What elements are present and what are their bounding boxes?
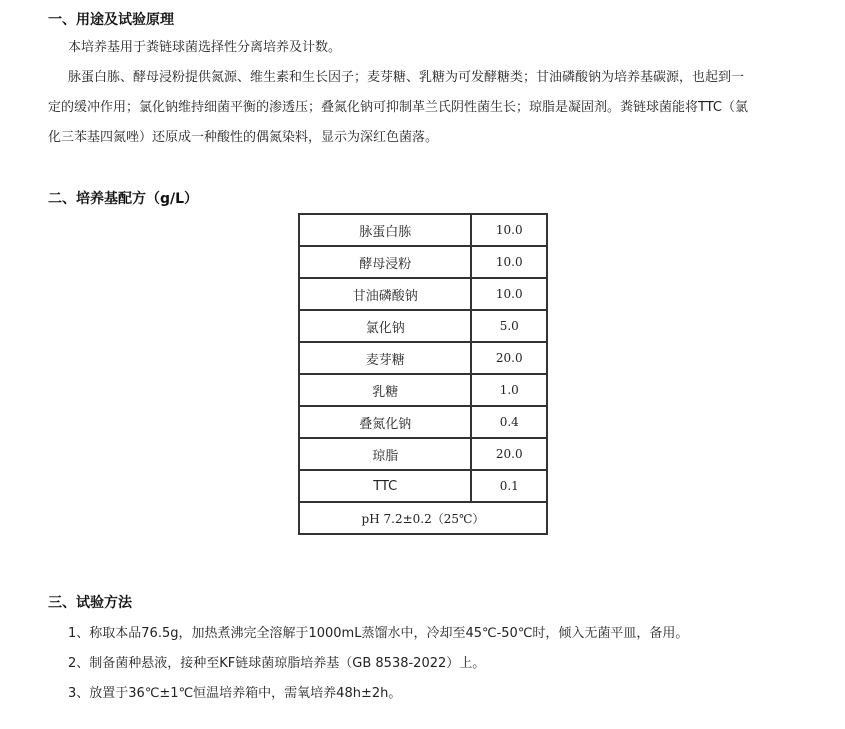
ingredient-name: 氯化钠	[299, 310, 471, 342]
table-row-ph	[299, 502, 547, 534]
ingredient-amount: 10.0	[471, 246, 547, 278]
principle-line-2: 定的缓冲作用；氯化钠维持细菌平衡的渗透压；叠氮化钠可抑制革兰氏阴性菌生长；琼脂是凝固剂。粪链球菌能将TTC（氯	[48, 100, 748, 115]
ingredient-name: TTC	[299, 470, 471, 502]
table-row	[299, 214, 547, 246]
ingredient-name: 琼脂	[299, 438, 471, 470]
purpose-text: 本培养基用于粪链球菌选择性分离培养及计数。	[68, 40, 342, 55]
method-step-1: 1、称取本品76.5g，加热煮沸完全溶解于1000mL蒸馏水中，冷却至45℃-50℃时，倾入无菌平皿，备用。	[68, 626, 689, 641]
ingredient-amount: 20.0	[471, 342, 547, 374]
table-row	[299, 374, 547, 406]
table-row	[299, 342, 547, 374]
purpose-paragraph	[48, 33, 804, 153]
ingredient-amount: 5.0	[471, 310, 547, 342]
method-step-2: 2、制备菌种悬液，接种至KF链球菌琼脂培养基（GB 8538-2022）上。	[68, 656, 486, 671]
table-row	[299, 310, 547, 342]
ingredient-name: 叠氮化钠	[299, 406, 471, 438]
section-heading-formula: 二、培养基配方（g/L）	[48, 191, 199, 207]
principle-line-1: 脉蛋白胨、酵母浸粉提供氮源、维生素和生长因子；麦芽糖、乳糖为可发酵糖类；甘油磷酸钠为培养基碳源，也起到一	[68, 70, 745, 85]
ingredient-amount: 20.0	[471, 438, 547, 470]
section-heading-purpose: 一、用途及试验原理	[48, 12, 174, 28]
section-heading-method: 三、试验方法	[48, 595, 132, 611]
ingredient-amount: 0.1	[471, 470, 547, 502]
ingredient-amount: 10.0	[471, 278, 547, 310]
ingredient-name: 脉蛋白胨	[299, 214, 471, 246]
ingredient-amount: 1.0	[471, 374, 547, 406]
principle-line-3: 化三苯基四氮唑）还原成一种酸性的偶氮染料，显示为深红色菌落。	[48, 130, 439, 145]
ph-value: pH 7.2±0.2（25℃）	[299, 502, 547, 534]
ingredient-name: 甘油磷酸钠	[299, 278, 471, 310]
ingredient-name: 乳糖	[299, 374, 471, 406]
table-row	[299, 246, 547, 278]
table-row	[299, 438, 547, 470]
ingredient-name: 酵母浸粉	[299, 246, 471, 278]
table-row	[299, 278, 547, 310]
ingredient-amount: 10.0	[471, 214, 547, 246]
method-step-3: 3、放置于36℃±1℃恒温培养箱中，需氧培养48h±2h。	[68, 686, 402, 701]
ingredient-amount: 0.4	[471, 406, 547, 438]
table-row	[299, 470, 547, 502]
table-row	[299, 406, 547, 438]
ingredient-name: 麦芽糖	[299, 342, 471, 374]
formula-table	[298, 213, 548, 535]
